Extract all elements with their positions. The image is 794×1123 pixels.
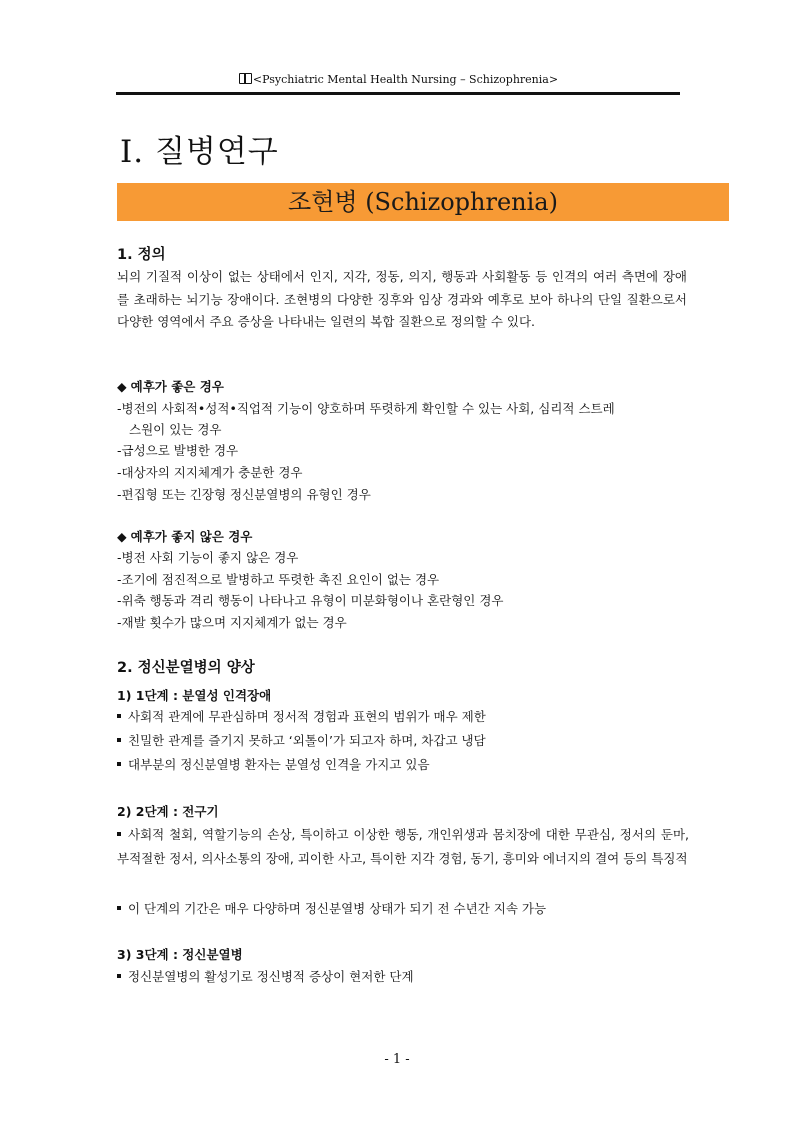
bullet-item: 사회적 관계에 무관심하며 정서적 경험과 표현의 범위가 매우 제한 [117, 705, 689, 729]
diamond-bullet-icon: ◆ [117, 379, 127, 394]
bullet-item: 친밀한 관계를 즐기지 못하고 ‘외톨이’가 되고자 하며, 차갑고 냉담 [117, 729, 689, 753]
square-bullet-icon [117, 714, 121, 718]
running-header [117, 73, 680, 86]
list-item: -병전의 사회적•성적•직업적 기능이 양호하며 뚜렷하게 확인할 수 있는 사회, 심리적 스트레 [117, 401, 615, 416]
header-text: <Psychiatric Mental Health Nursing – Schizophrenia> [252, 73, 559, 86]
square-bullet-icon [117, 738, 121, 742]
header-rule [116, 92, 680, 95]
section-1-heading: 1. 정의 [117, 247, 166, 263]
list-item: -병전 사회 기능이 좋지 않은 경우 [117, 550, 299, 565]
stage-3-heading: 3) 3단계 : 정신분열병 [117, 947, 243, 962]
chapter-title: Ⅰ. 질병연구 [120, 134, 279, 170]
list-item: -대상자의 지지체계가 충분한 경우 [117, 465, 303, 480]
list-item: -급성으로 발병한 경우 [117, 443, 239, 458]
stage-1-heading: 1) 1단계 : 분열성 인격장애 [117, 688, 272, 703]
list-item-continuation: 스원이 있는 경우 [129, 422, 222, 437]
section-2-heading: 2. 정신분열병의 양상 [117, 660, 255, 676]
poor-prognosis-heading [117, 527, 252, 545]
topic-banner: 조현병 (Schizophrenia) [117, 183, 729, 221]
list-item: -재발 횟수가 많으며 지지체계가 없는 경우 [117, 615, 347, 630]
square-bullet-icon [117, 762, 121, 766]
square-bullet-icon [117, 906, 121, 910]
diamond-bullet-icon: ◆ [117, 529, 127, 544]
list-item: -조기에 점진적으로 발병하고 뚜렷한 촉진 요인이 없는 경우 [117, 572, 440, 587]
bullet-item: 정신분열병의 활성기로 정신병적 증상이 현저한 단계 [117, 965, 689, 989]
square-bullet-icon [117, 974, 121, 978]
book-icon [239, 73, 252, 84]
good-prognosis-heading [117, 377, 224, 395]
bullet-item: 이 단계의 기간은 매우 다양하며 정신분열병 상태가 되기 전 수년간 지속 가능 [117, 897, 689, 921]
good-prognosis-title: 예후가 좋은 경우 [130, 379, 224, 394]
section-1-definition: 뇌의 기질적 이상이 없는 상태에서 인지, 지각, 정동, 의지, 행동과 사회활동 등 인격의 여러 측면에 장애를 초래하는 뇌기능 장애이다. 조현병의 다양한 징후와 임상 경과와 예후로 보아 하나의 단일 질환으로서 다양한 영역에서 주요 증상을 나타내는 일련의 복합 질환으로 정의할 수 있다. [117, 269, 687, 330]
bullet-item: 대부분의 정신분열병 환자는 분열성 인격을 가지고 있음 [117, 753, 689, 777]
list-item: -편집형 또는 긴장형 정신분열병의 유형인 경우 [117, 487, 371, 502]
page-number: - 1 - [384, 1052, 410, 1067]
bullet-item: 사회적 철회, 역할기능의 손상, 특이하고 이상한 행동, 개인위생과 몸치장에 대한 무관심, 정서의 둔마, 부적절한 정서, 의사소통의 장애, 괴이한 사고, 특이한 지각 경험, 동기, 흥미와 에너지의 결여 등의 특징적 [117, 827, 689, 866]
square-bullet-icon [117, 832, 121, 836]
poor-prognosis-title: 예후가 좋지 않은 경우 [130, 529, 253, 544]
list-item: -위축 행동과 격리 행동이 나타나고 유형이 미분화형이나 혼란형인 경우 [117, 593, 504, 608]
stage-2-heading: 2) 2단계 : 전구기 [117, 804, 219, 819]
